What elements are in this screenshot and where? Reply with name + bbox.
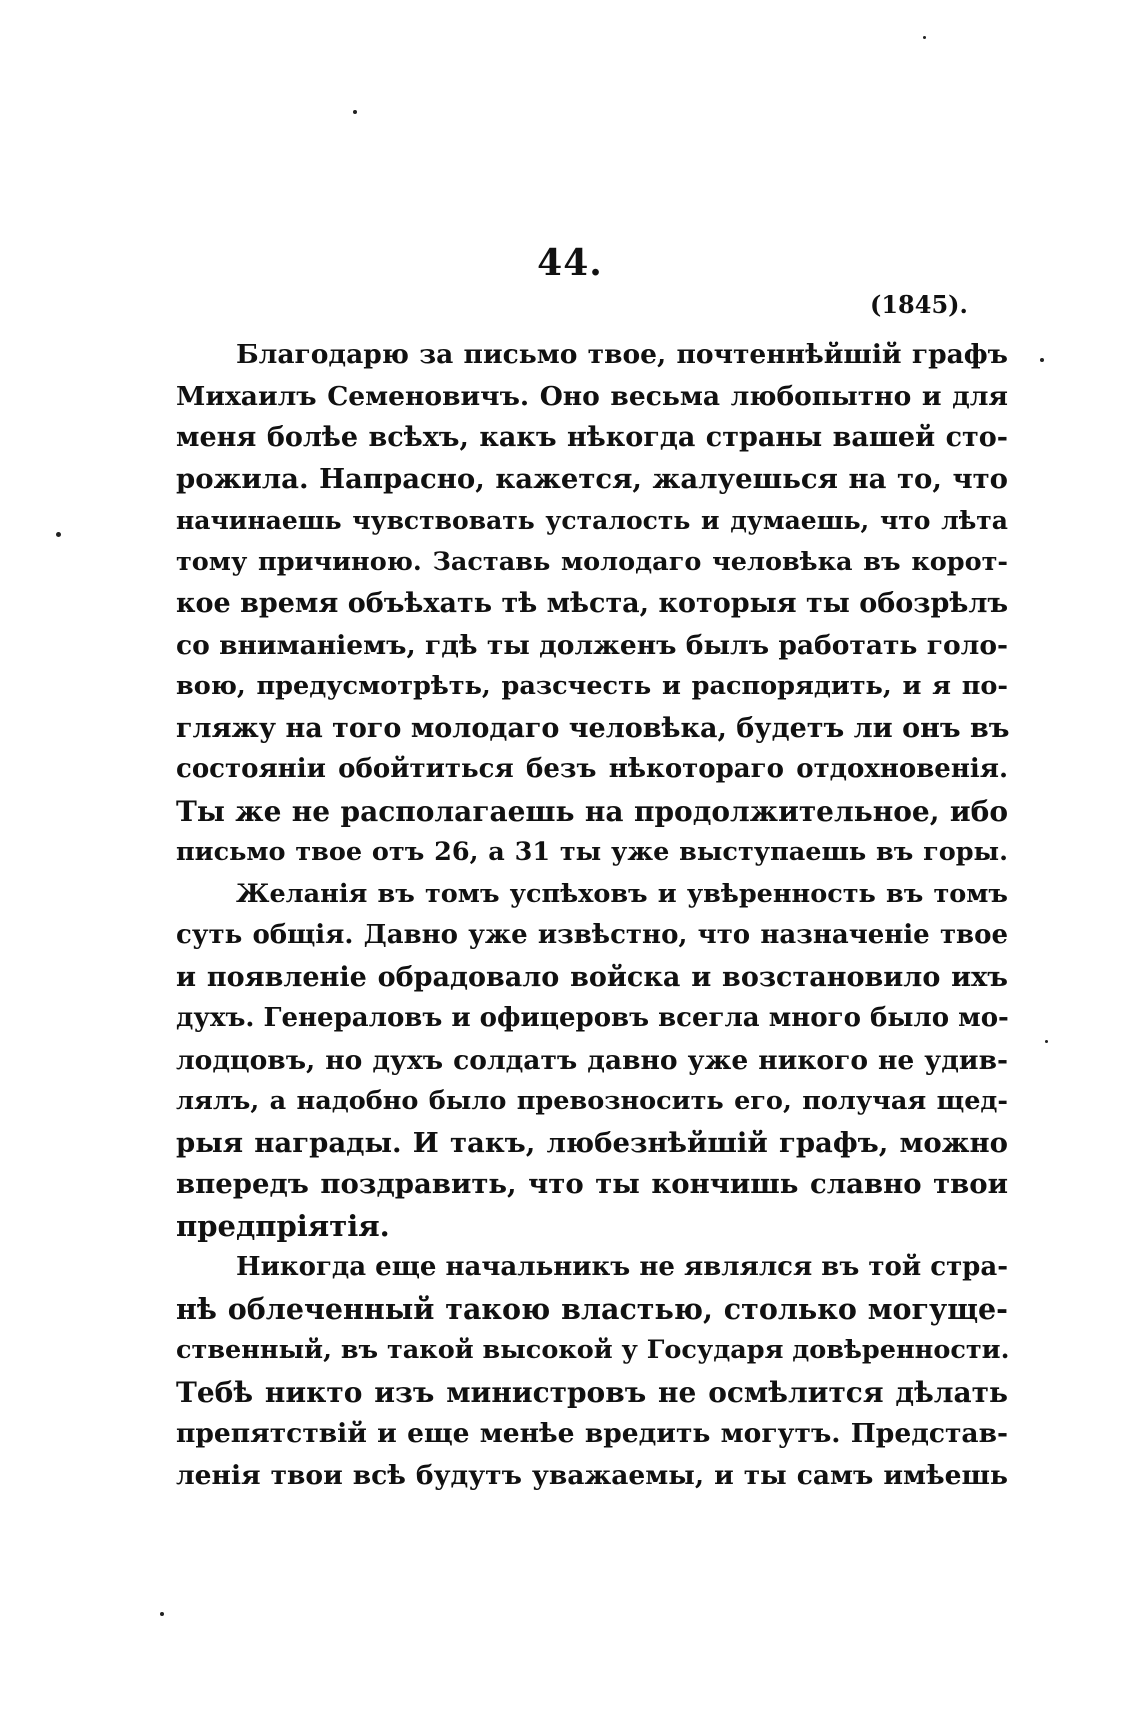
text-line: впередъ поздравить, что ты кончишь славно твои [176, 1168, 1008, 1200]
text-line: Ты же не располагаешь на продолжительное, ибо [176, 794, 1008, 828]
text-line: лялъ, а надобно было превозносить его, получая щед- [176, 1086, 1008, 1116]
text-line: Желанія въ томъ успѣховъ и увѣренность въ томъ [236, 878, 1008, 909]
paragraph-3 [176, 1247, 1008, 1496]
text-line: и появленіе обрадовало войска и возстановило ихъ [176, 961, 1008, 993]
text-line: кое время объѣхать тѣ мѣста, которыя ты обозрѣлъ [176, 588, 1009, 619]
text-line: письмо твое отъ 26, а 31 ты уже выступаешь въ горы. [176, 837, 1008, 867]
letter-number: 44. [537, 242, 603, 284]
scan-speck [353, 110, 357, 114]
text-line: предпріятія. [176, 1208, 390, 1243]
scan-speck [1040, 358, 1044, 362]
text-line: ственный, въ такой высокой у Государя довѣренности. [176, 1335, 1010, 1365]
text-line: Тебѣ никто изъ министровъ не осмѣлится дѣлать [176, 1375, 1008, 1409]
text-line: Никогда еще начальникъ не являлся въ той стра- [236, 1252, 1008, 1282]
text-line: рыя награды. И такъ, любезнѣйшій графъ, можно [176, 1126, 1008, 1159]
text-line: вою, предусмотрѣть, разсчесть и распорядить, и я по- [176, 671, 1008, 701]
text-line: состояніи обойтиться безъ нѣкотораго отдохновенія. [176, 754, 1008, 784]
text-line: меня болѣе всѣхъ, какъ нѣкогда страны вашей сто- [176, 422, 1008, 453]
text-line: со вниманіемъ, гдѣ ты долженъ былъ работать голо- [176, 629, 1008, 661]
text-line: рожила. Напрасно, кажется, жалуешься на то, что [176, 462, 1008, 495]
letter-body [176, 334, 1008, 1496]
paragraph-1 [176, 334, 1008, 874]
letter-date: (1845). [870, 290, 968, 319]
text-line: ленія твои всѣ будутъ уважаемы, и ты самъ имѣешь [176, 1459, 1008, 1491]
text-line: начинаешь чувствовать усталость и думаешь, что лѣта [176, 506, 1008, 535]
text-line: гляжу на того молодаго человѣка, будетъ ли онъ въ [176, 712, 1010, 744]
text-line: духъ. Генераловъ и офицеровъ всегла много было мо- [176, 1003, 1009, 1033]
text-line: тому причиною. Заставь молодаго человѣка въ корот- [176, 546, 1008, 577]
paragraph-2 [176, 874, 1008, 1248]
text-line: суть общія. Давно уже извѣстно, что назначеніе твое [176, 920, 1008, 950]
text-line: Михаилъ Семеновичъ. Оно весьма любопытно и для [176, 380, 1008, 412]
text-line: Благодарю за письмо твое, почтеннѣйшій графъ [236, 339, 1008, 370]
text-line: нѣ облеченный такою властью, столько могуще- [176, 1291, 1008, 1326]
scan-speck [1045, 1040, 1048, 1043]
scan-speck [923, 36, 926, 39]
scan-speck [56, 532, 61, 537]
scan-speck [160, 1612, 164, 1616]
text-line: препятствій и еще менѣе вредить могутъ. Представ- [176, 1418, 1008, 1449]
text-line: лодцовъ, но духъ солдатъ давно уже никого не удив- [176, 1044, 1008, 1076]
